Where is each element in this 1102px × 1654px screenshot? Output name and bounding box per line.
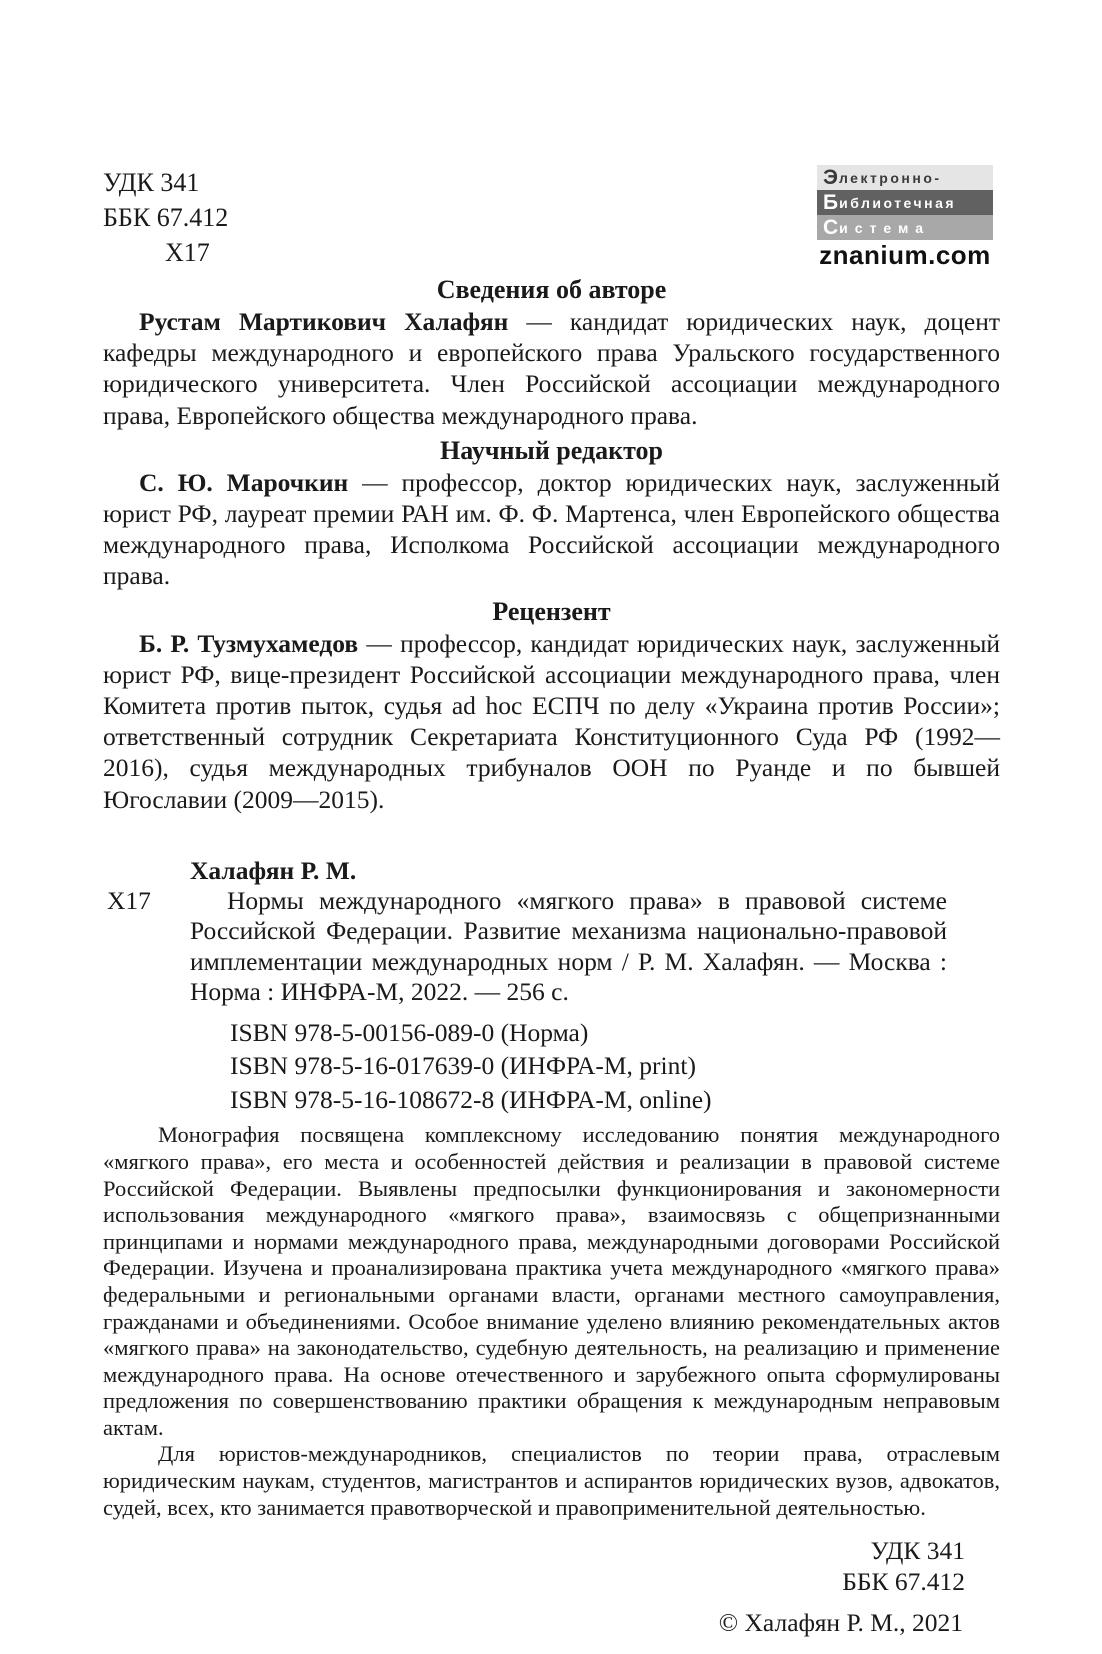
science-editor-text: — профессор, доктор юридических наук, заслуженный юрист РФ, лауреат премии РАН им. Ф. Ф. Мартенса, член Европейского общества международного права, Исполкома Российской ассоциации международного права. <box>103 467 1000 591</box>
author-name-bold: Рустам Мартикович Халафян <box>139 307 509 336</box>
reviewer-text: — профессор, кандидат юридических наук, заслуженный юрист РФ, вице-президент Российской ассоциации международного права, член Комитета против пыток, судья ad hoc ЕСПЧ по делу «Украина против России»; ответственный сотрудник Секретариата Конституционного Суда РФ (1992—2016), судья международных трибуналов ООН по Руанде и по бывшей Югославии (2009—2015). <box>103 628 1000 814</box>
classification-codes-bottom <box>103 1535 1000 1597</box>
science-editor-name-bold: С. Ю. Марочкин <box>139 467 349 497</box>
catalog-card-description <box>107 885 947 1008</box>
logo-initial-b: Б <box>823 190 839 214</box>
catalog-card <box>107 855 947 1008</box>
isbn-block <box>230 1016 1000 1117</box>
znanium-logo <box>817 165 993 270</box>
annotation-paragraph-1: Монография посвящена комплексному исследованию понятия международного «мягкого права», его места и особенностей действия и реализации в правовой системе Российской Федерации. Выявлены предпосылки функционирования и закономерности использования международного «мягкого права», взаимосвязь с общепризнанными принципами и нормами международного права, международными договорами Российской Федерации. Изучена и проанализирована практика учета международного «мягкого права» федеральными и региональными органами власти, органами местного самоуправления, гражданами и объединениями. Особое внимание уделено влиянию рекомендательных актов «мягкого права» на законодательство, судебную деятельность, на реализацию и применение международного права. На основе отечественного и зарубежного опыта сформулированы предложения по совершенствованию практики обращения к международным неправовым актам. <box>103 1122 1000 1440</box>
section-heading-reviewer: Рецензент <box>492 596 611 626</box>
isbn-infra-m-online: ISBN 978-5-16-108672-8 (ИНФРА-М, online) <box>230 1084 712 1114</box>
logo-initial-s: С <box>823 215 839 239</box>
znanium-domain-text: znanium.com <box>819 240 991 270</box>
isbn-norma: ISBN 978-5-00156-089-0 (Норма) <box>230 1017 589 1047</box>
section-heading-science-editor: Научный редактор <box>439 435 663 465</box>
classification-codes-top <box>103 165 228 270</box>
catalog-card-author: Халафян Р. М. <box>190 855 357 885</box>
author-info-paragraph <box>103 306 1000 431</box>
logo-row-electronic <box>817 165 993 190</box>
logo-rest-s: истема <box>839 219 930 236</box>
author-sign-top: Х17 <box>165 238 210 267</box>
logo-initial-e: Э <box>823 165 838 189</box>
bbk-code-bottom: ББК 67.412 <box>842 1567 965 1597</box>
annotation-paragraph-2: Для юристов-международников, специалистов по теории права, отраслевым юридическим наукам, студентов, магистрантов и аспирантов юридических вузов, адвокатов, судей, всех, кто занимается правотворческой и правоприменительной деятельностью. <box>103 1441 1000 1520</box>
section-heading-author-info: Сведения об авторе <box>436 275 667 304</box>
bbk-code-top: ББК 67.412 <box>103 203 229 232</box>
udk-code-bottom: УДК 341 <box>870 1536 965 1566</box>
isbn-infra-m-print: ISBN 978-5-16-017639-0 (ИНФРА-М, print) <box>230 1051 696 1081</box>
logo-row-library <box>817 190 993 215</box>
top-row <box>103 165 1000 270</box>
reviewer-name-bold: Б. Р. Тузмухамедов <box>139 628 359 658</box>
logo-rest-b: иблиотечная <box>839 194 957 211</box>
logo-rest-e: лектронно- <box>838 169 942 186</box>
author-sign-card: Х17 <box>107 885 151 915</box>
author-info-text: — кандидат юридических наук, доцент кафедры международного и европейского права Уральского государственного юридического университета. Член Российской ассоциации международного права, Европейского общества международного права. <box>103 307 1000 430</box>
science-editor-paragraph <box>103 467 1000 592</box>
reviewer-paragraph <box>103 628 1000 815</box>
logo-row-system <box>817 215 993 240</box>
copyright-line: © Халафян Р. М., 2021 <box>718 1608 963 1638</box>
udk-code-top: УДК 341 <box>103 168 200 197</box>
bibliographic-description: Нормы международного «мягкого права» в правовой системе Российской Федерации. Развитие механизма национально-правовой имплементации международных норм / Р. М. Халафян. — Москва : Норма : ИНФРА-М, 2022. — 256 с. <box>190 885 947 1007</box>
annotation <box>103 1122 1000 1521</box>
